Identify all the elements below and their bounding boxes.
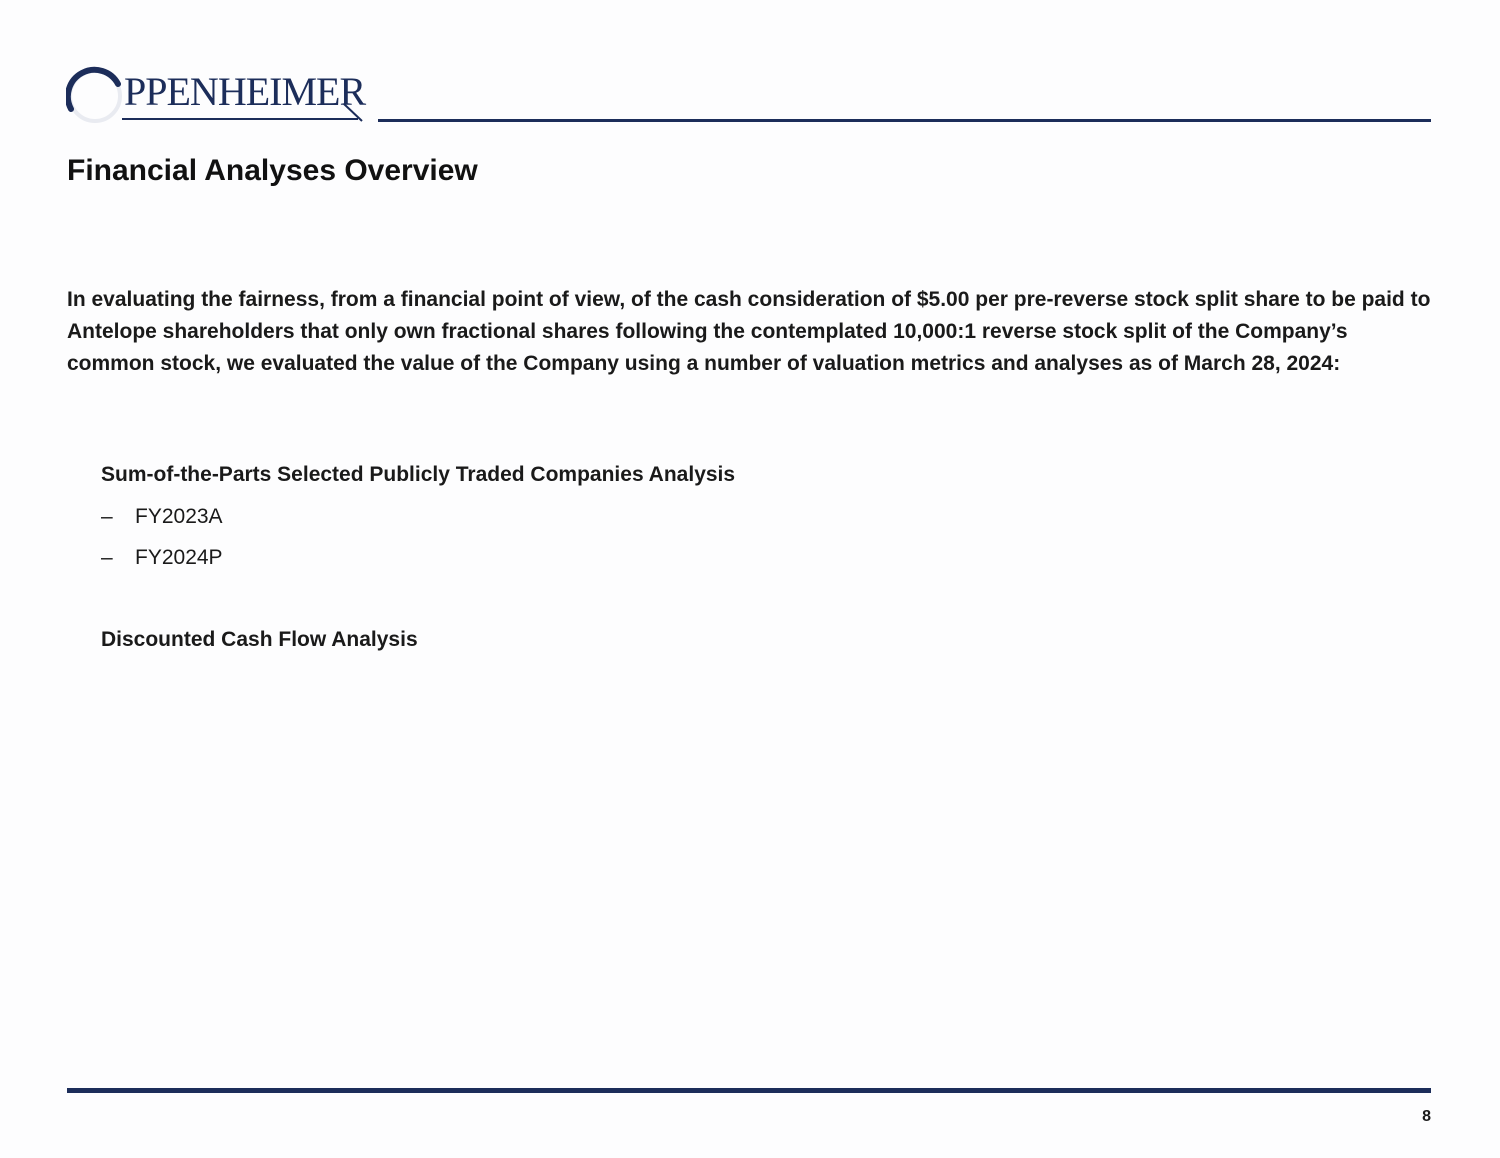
- list-item: [101, 505, 223, 546]
- footer-divider: [67, 1088, 1431, 1093]
- oppenheimer-logo: [66, 64, 376, 128]
- section-heading-sotp: Sum-of-the-Parts Selected Publicly Traded Companies Analysis: [101, 463, 736, 486]
- logo-o-swoosh-icon: [66, 64, 126, 128]
- page-number: 8: [1422, 1108, 1431, 1125]
- logo-wordmark: PPENHEIMER: [124, 69, 366, 114]
- dash-bullet: –: [101, 505, 113, 528]
- header-divider: [378, 119, 1431, 122]
- intro-paragraph: In evaluating the fairness, from a financial point of view, of the cash consideration of $5.00 per pre-reverse stock split share to be paid to Antelope shareholders that only own fractional shares following the contemplated 10,000:1 reverse stock split of the Company’s common stock, we evaluated the value of the Company using a number of valuation metrics and analyses as of March 28, 2024:: [67, 288, 1431, 375]
- list-item-label: FY2023A: [135, 505, 223, 528]
- list-item: [101, 546, 223, 587]
- section-heading-dcf: Discounted Cash Flow Analysis: [101, 628, 418, 651]
- page-title: Financial Analyses Overview: [67, 154, 478, 187]
- list-item-label: FY2024P: [135, 546, 223, 569]
- sotp-sub-list: [101, 505, 223, 587]
- dash-bullet: –: [101, 546, 113, 569]
